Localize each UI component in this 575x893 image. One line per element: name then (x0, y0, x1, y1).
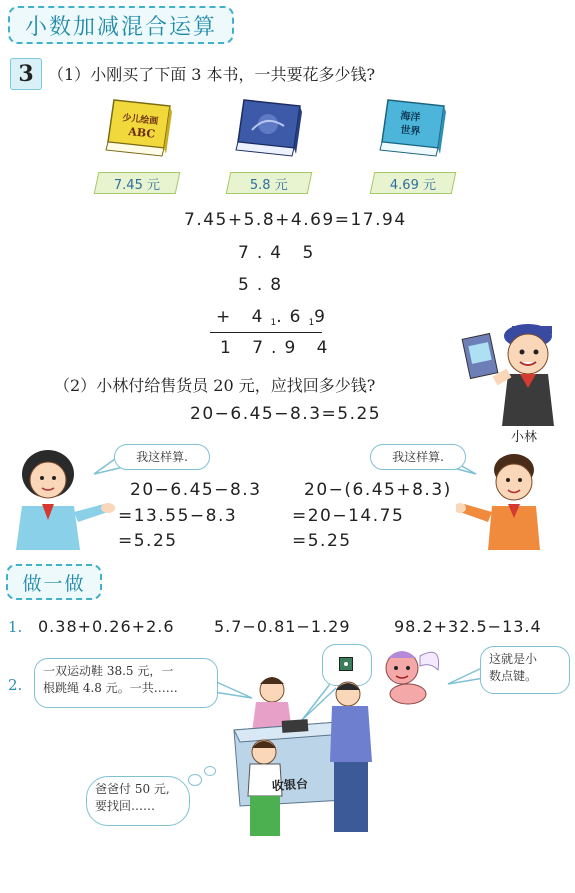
left-method-line-3: =5.25 (118, 531, 178, 551)
equation-2: 20−6.45−8.3=5.25 (190, 404, 382, 424)
price-book-2: 5.8 元 (250, 177, 288, 193)
price-tag-book-3 (370, 172, 457, 194)
price-bubble-line-2: 根跳绳 4.8 元。一共…… (43, 681, 178, 696)
do-it-title: 做一做 (6, 564, 102, 600)
svg-text:海洋: 海洋 (399, 110, 421, 124)
sum-line (210, 332, 322, 333)
question-2-label: （2） (54, 376, 97, 395)
question-2-text: 小林付给售货员 20 元，应找回多少钱? (96, 376, 376, 395)
vertical-row-3 (216, 307, 333, 328)
book-3 (376, 96, 454, 166)
book-2-icon (232, 96, 310, 162)
exercise-2-number: 2. (8, 676, 23, 694)
carry-digit-1: 1 (270, 318, 277, 328)
exercise-1-item-2: 5.7−0.81−1.29 (214, 617, 351, 636)
equation-1: 7.45+5.8+4.69=17.94 (184, 210, 407, 230)
price-book-1: 7.45 元 (113, 177, 161, 193)
book-1 (100, 96, 178, 166)
speech-bubble-decimal-key (480, 646, 570, 694)
book-3-icon (376, 96, 454, 162)
vertical-row-3-end: 9 (314, 307, 333, 327)
decimal-key-icon (339, 657, 353, 671)
thought-dot-2 (188, 774, 202, 786)
question-1-text: 小刚买了下面 3 本书，一共要花多少钱? (90, 65, 376, 84)
decimal-bubble-line-2: 数点键。 (489, 669, 538, 684)
left-method-line-2: =13.55−8.3 (118, 506, 238, 526)
shop-scene (226, 672, 386, 846)
speech-bubble-price (34, 658, 218, 708)
thought-bubble-pay (86, 776, 190, 826)
question-1-label: （1） (48, 65, 91, 84)
problem-number: 3 (10, 58, 42, 90)
question-2 (54, 373, 375, 396)
vertical-row-3-prefix: + 4 (216, 307, 271, 327)
xiaolin-figure (458, 316, 566, 438)
decimal-bubble-line-1: 这就是小 (489, 652, 538, 666)
book-2 (232, 96, 310, 166)
price-tag-book-2 (226, 172, 313, 194)
price-bubble-line-1: 一双运动鞋 38.5 元，一 (43, 664, 174, 678)
svg-text:ABC: ABC (127, 125, 156, 141)
vertical-row-3-mid: .6 (276, 307, 309, 327)
pay-bubble-line-2: 要找回…… (95, 799, 156, 814)
left-method-line-1: 20−6.45−8.3 (130, 480, 262, 500)
right-method-line-3: =5.25 (292, 531, 352, 551)
exercise-1-number: 1. (8, 618, 23, 636)
svg-text:少儿绘画: 少儿绘画 (121, 113, 159, 128)
thought-dot-1 (204, 766, 216, 776)
carry-digit-2: 1 (308, 318, 315, 328)
right-method-line-2: =20−14.75 (292, 506, 405, 526)
speech-bubble-girl: 我这样算. (114, 444, 210, 470)
price-tag-book-1 (94, 172, 181, 194)
question-1 (48, 62, 375, 85)
checkout-counter-icon (226, 672, 386, 842)
exercise-1-item-1: 0.38+0.26+2.6 (38, 617, 175, 636)
svg-text:世界: 世界 (399, 124, 421, 138)
boy-with-book-icon (458, 316, 566, 434)
vertical-row-1: 7.4 5 (238, 243, 322, 263)
vertical-row-2: 5.8 (238, 275, 290, 295)
counter-sign: 收银台 (271, 776, 309, 794)
price-book-3: 4.69 元 (389, 177, 437, 193)
vertical-result: 1 7.9 4 (220, 338, 336, 358)
exercise-1-item-3: 98.2+32.5−13.4 (394, 617, 542, 636)
speech-bubble-boy: 我这样算. (370, 444, 466, 470)
right-method-line-1: 20−(6.45+8.3) (304, 480, 452, 500)
xiaolin-caption: 小林 (511, 430, 538, 445)
pay-bubble-line-1: 爸爸付 50 元, (95, 782, 170, 796)
book-1-icon (100, 96, 178, 162)
section-title: 小数加减混合运算 (8, 6, 234, 44)
